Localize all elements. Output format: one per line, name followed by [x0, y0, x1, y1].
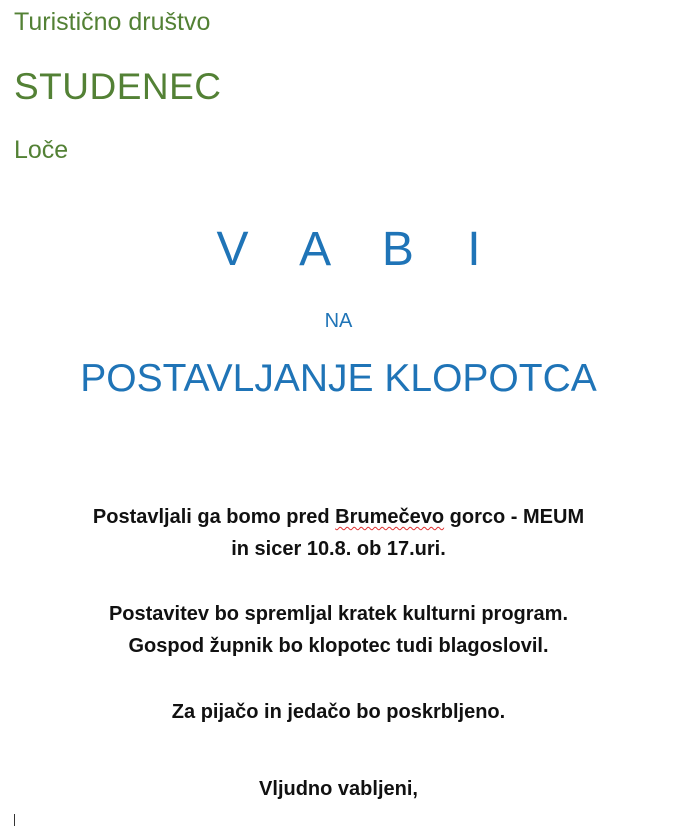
event-title: POSTAVLJANJE KLOPOTCA	[80, 357, 597, 400]
organization-name: STUDENEC	[14, 66, 222, 107]
invitation-preposition: NA	[324, 310, 353, 332]
invitation-verb: V A B I	[216, 223, 501, 276]
location-place-name: Brumečevo	[335, 506, 445, 528]
organization-place: Loče	[14, 136, 69, 164]
location-line	[0, 506, 677, 529]
location-line-start: Postavljali ga bomo pred	[92, 506, 336, 528]
date-time-line: in sicer 10.8. ob 17.uri.	[231, 538, 446, 560]
program-line: Postavitev bo spremljal kratek kulturni program.	[108, 603, 569, 625]
refreshments-line: Za pijačo in jedačo bo poskrbljeno.	[171, 701, 506, 723]
closing-line: Vljudno vabljeni,	[259, 778, 418, 800]
blessing-line: Gospod župnik bo klopotec tudi blagoslovil.	[128, 635, 549, 657]
page-edge-mark	[14, 814, 15, 826]
organization-intro: Turistično društvo	[14, 8, 211, 36]
location-line-end: gorco - MEUM	[444, 506, 585, 528]
